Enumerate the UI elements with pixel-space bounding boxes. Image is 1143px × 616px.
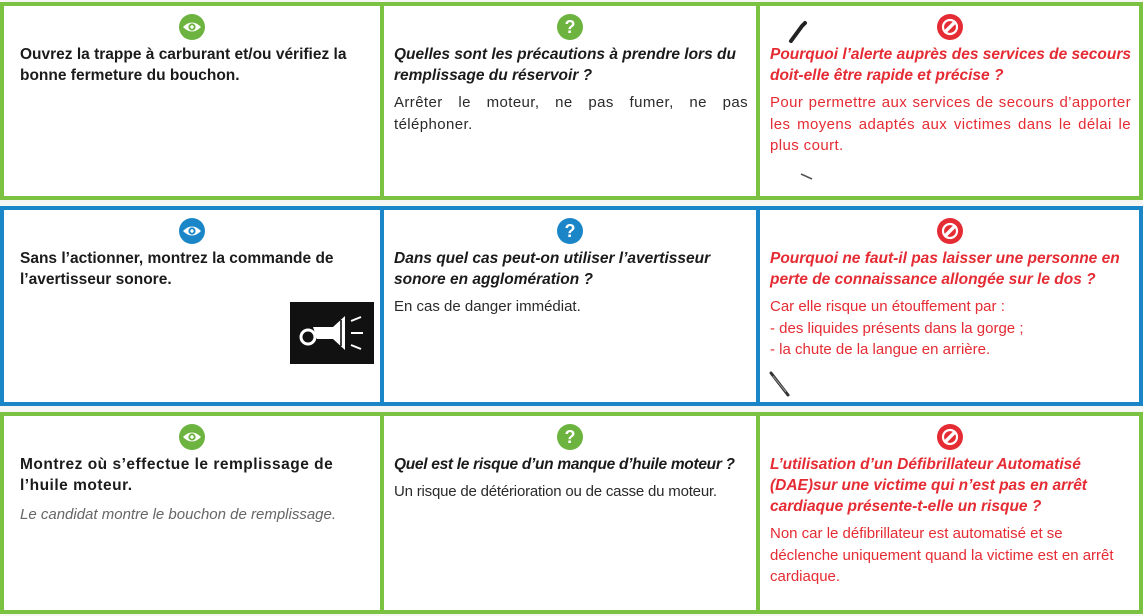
first-aid-question: L’utilisation d’un Défibrillateur Automatisé (DAE)sur une victime qui n’est pas en arrêt cardiaque présente-t-elle un risque ? [770,456,1087,515]
question-text: Quel est le risque d’un manque d’huile moteur ? [394,456,735,473]
eye-icon [179,14,205,40]
first-aid-cell [758,2,1143,200]
question-text: Dans quel cas peut-on utiliser l’avertisseur sonore en agglomération ? [394,250,711,288]
svg-text:?: ? [564,428,576,446]
question-icon [557,14,583,40]
row-1 [0,2,1143,200]
show-instruction: Sans l’actionner, montrez la commande de l’avertisseur sonore. [20,250,334,288]
pen-mark-icon [788,20,808,44]
question-text: Quelles sont les précautions à prendre lors du remplissage du réservoir ? [394,46,736,84]
first-aid-answer [770,296,1131,361]
horn-icon [290,302,374,364]
svg-text:?: ? [564,222,576,240]
question-cell [382,206,758,406]
first-aid-icon [937,424,963,450]
question-answer: Arrêter le moteur, ne pas fumer, ne pas téléphoner. [394,94,748,133]
first-aid-answer-line: - des liquides présents dans la gorge ; [770,319,1024,337]
first-aid-question: Pourquoi l’alerte auprès des services de secours doit-elle être rapide et précise ? [770,46,1131,84]
question-answer: Un risque de détérioration ou de casse du moteur. [394,483,717,500]
question-icon [557,218,583,244]
question-answer: En cas de danger immédiat. [394,298,581,315]
first-aid-answer: Non car le défibrillateur est automatisé et se déclenche uniquement quand la victime est en arrêt cardiaque. [770,525,1114,585]
show-cell [0,206,382,406]
first-aid-answer: Pour permettre aux services de secours d’apporter les moyens adaptés aux victimes dans le délai le plus court. [770,94,1131,154]
first-aid-icon [937,218,963,244]
first-aid-question: Pourquoi ne faut-il pas laisser une personne en perte de connaissance allongée sur le dos ? [770,250,1120,288]
question-icon [557,424,583,450]
show-cell [0,412,382,614]
first-aid-answer-line: Car elle risque un étouffement par : [770,298,1005,315]
question-cell [382,2,758,200]
candidate-hint: Le candidat montre le bouchon de remplissage. [20,506,337,523]
row-3 [0,412,1143,614]
pen-mark-icon [768,370,792,400]
question-cell [382,412,758,614]
svg-text:?: ? [564,18,576,36]
eye-icon [179,424,205,450]
first-aid-answer-line: - la chute de la langue en arrière. [770,341,991,358]
first-aid-cell [758,412,1143,614]
first-aid-icon [937,14,963,40]
eye-icon [179,218,205,244]
show-instruction: Ouvrez la trappe à carburant et/ou vérifiez la bonne fermeture du bouchon. [20,46,347,84]
row-2 [0,206,1143,406]
ink-speck-icon [800,170,814,182]
first-aid-cell [758,206,1143,406]
show-cell [0,2,382,200]
show-instruction: Montrez où s’effectue le remplissage de l’huile moteur. [20,456,334,494]
